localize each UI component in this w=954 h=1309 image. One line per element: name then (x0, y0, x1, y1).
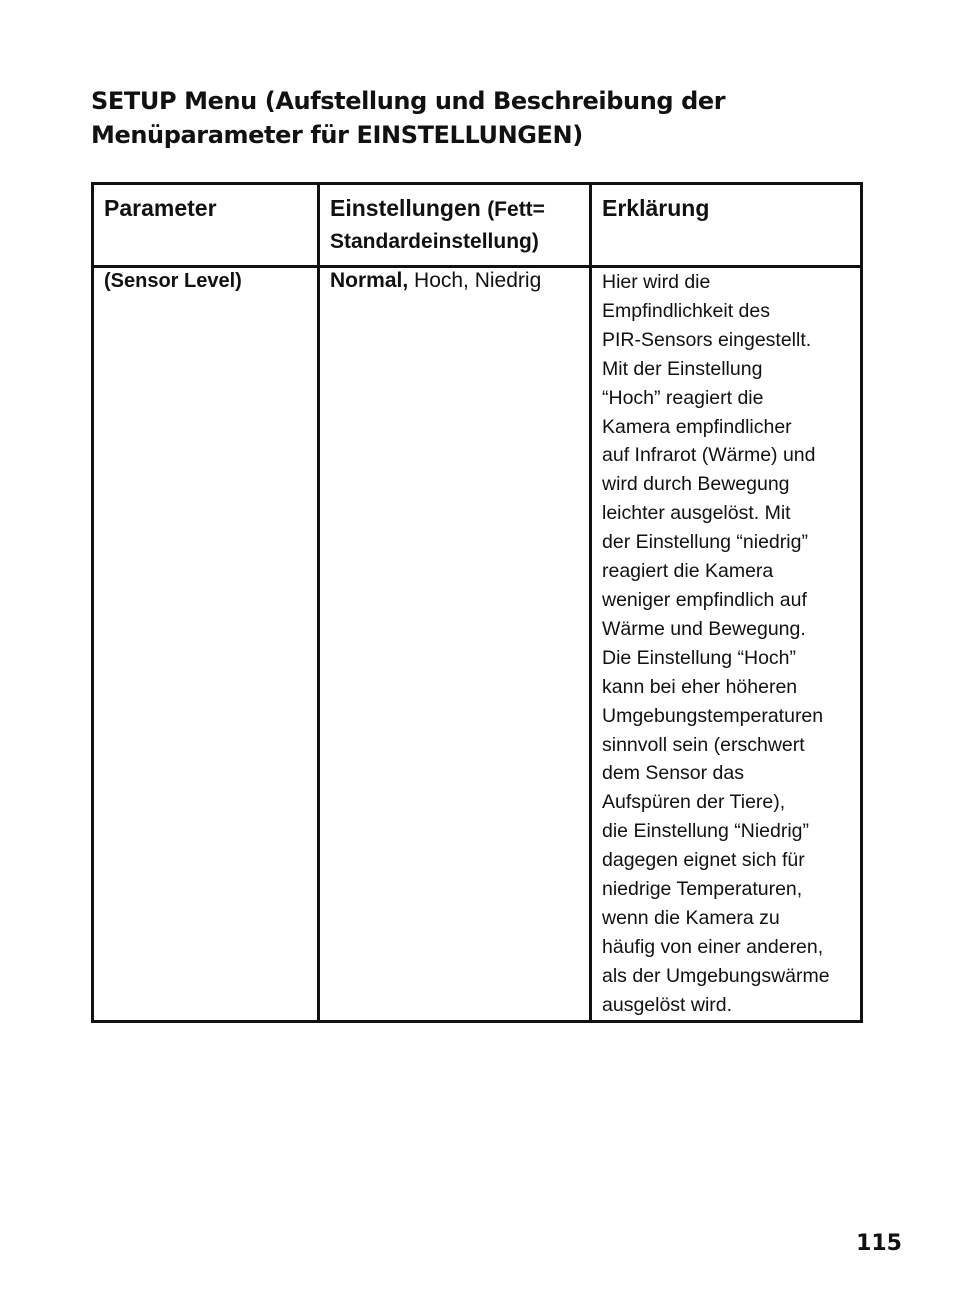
settings-table (91, 182, 863, 1023)
page-title (91, 84, 851, 152)
header-settings-label: Einstellungen (330, 195, 481, 221)
default-setting: Normal, (330, 269, 409, 292)
page-number: 115 (856, 1231, 902, 1256)
header-explanation-label: Erklärung (602, 195, 710, 221)
header-settings-note-part2: Standardeinstellung) (330, 230, 539, 253)
table-row (93, 267, 862, 1022)
header-parameter (93, 184, 319, 267)
page-title-line-1: SETUP Menu (Aufstellung und Beschreibung der (91, 87, 726, 115)
page-title-line-2: Menüparameter für EINSTELLUNGEN) (91, 121, 583, 149)
cell-parameter (93, 267, 319, 1022)
cell-settings (319, 267, 591, 1022)
cell-explanation: Hier wird die Empfindlichkeit des PIR-Sensors eingestellt. Mit der Einstellung “Hoch” reagiert die Kamera empfindlicher auf Infrarot (Wärme) und wird durch Bewegung leichter ausgelöst. Mit der Einstellung “niedrig” reagiert die Kamera weniger empfindlich auf Wärme und Bewegung. Die Einstellung “Hoch” kann bei eher höheren Umgebungstemperaturen sinnvoll sein (erschwert dem Sensor das Aufspüren der Tiere), die Einstellung “Niedrig” dagegen eignet sich für niedrige Temperaturen, wenn die Kamera zu häufig von einer anderen, als der Umgebungswärme ausgelöst wird. (591, 267, 862, 1022)
header-explanation (591, 184, 862, 267)
header-parameter-label: Parameter (104, 195, 217, 221)
header-settings (319, 184, 591, 267)
other-settings: Hoch, Niedrig (408, 269, 542, 292)
table-header-row (93, 184, 862, 267)
header-settings-note-part1: (Fett= (487, 198, 545, 221)
parameter-name: (Sensor Level) (104, 270, 242, 292)
